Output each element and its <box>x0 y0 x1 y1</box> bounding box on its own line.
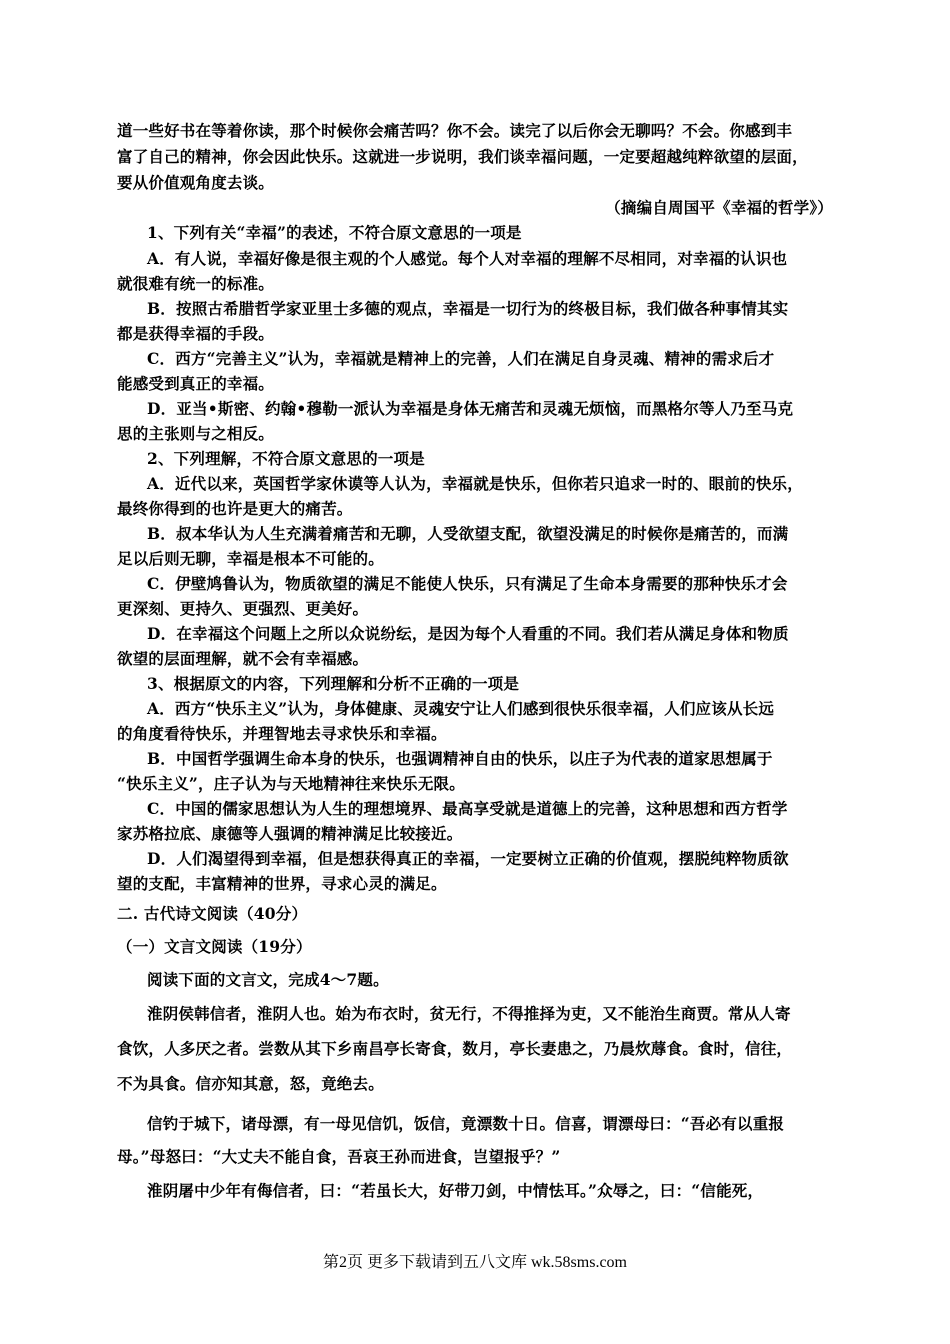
option-line: “快乐主义”，庄子认为与天地精神往来快乐无限。 <box>117 774 465 793</box>
option-line: D．在幸福这个问题上之所以众说纷纭，是因为每个人看重的不同。我们若从满足身体和物质 <box>147 624 789 643</box>
source-citation: （摘编自周国平《幸福的哲学》） <box>605 198 833 217</box>
option-line: A．有人说，幸福好像是很主观的个人感觉。每个人对幸福的理解不尽相同，对幸福的认识也 <box>147 249 788 268</box>
option-line: 欲望的层面理解，就不会有幸福感。 <box>117 649 369 668</box>
option-line: B．中国哲学强调生命本身的快乐，也强调精神自由的快乐，以庄子为代表的道家思想属于 <box>147 749 773 768</box>
instruction-line: 阅读下面的文言文，完成4～7题。 <box>147 970 389 989</box>
option-line: C．中国的儒家思想认为人生的理想境界、最高享受就是道德上的完善，这种思想和西方哲学 <box>147 799 788 818</box>
option-line: D．人们渴望得到幸福，但是想获得真正的幸福，一定要树立正确的价值观，摆脱纯粹物质欲 <box>147 849 789 868</box>
option-line: 能感受到真正的幸福。 <box>117 374 275 393</box>
passage-line: 要从价值观角度去谈。 <box>117 173 275 192</box>
classical-text-line: 淮阴屠中少年有侮信者，曰：“若虽长大，好带刀剑，中情怯耳。”众辱之，曰：“信能死， <box>147 1181 764 1200</box>
option-line: C．西方“完善主义”认为，幸福就是精神上的完善，人们在满足自身灵魂、精神的需求后才 <box>147 349 775 368</box>
option-line: 望的支配，丰富精神的世界，寻求心灵的满足。 <box>117 874 447 893</box>
subsection-heading: （一）文言文阅读（19分） <box>117 937 312 956</box>
option-line: C．伊壁鸠鲁认为，物质欲望的满足不能使人快乐，只有满足了生命本身需要的那种快乐才会 <box>147 574 788 593</box>
page-footer: 第2页 更多下载请到五八文库 wk.58sms.com <box>322 1254 627 1271</box>
option-line: 思的主张则与之相反。 <box>117 424 275 443</box>
option-line: 就很难有统一的标准。 <box>117 274 275 293</box>
classical-text-line: 不为具食。信亦知其意，怒，竟绝去。 <box>117 1074 384 1093</box>
question-stem: 2、下列理解，不符合原文意思的一项是 <box>147 449 425 468</box>
option-line: B．叔本华认为人生充满着痛苦和无聊，人受欲望支配，欲望没满足的时候你是痛苦的，而满 <box>147 524 789 543</box>
classical-text-line: 淮阴侯韩信者，淮阴人也。始为布衣时，贫无行，不得推择为吏，又不能治生商贾。常从人寄 <box>147 1004 791 1023</box>
option-line: 最终你得到的也许是更大的痛苦。 <box>117 499 353 518</box>
option-line: 家苏格拉底、康德等人强调的精神满足比较接近。 <box>117 824 463 843</box>
question-stem: 1、下列有关“幸福”的表述，不符合原文意思的一项是 <box>147 223 522 242</box>
option-line: 足以后则无聊，幸福是根本不可能的。 <box>117 549 384 568</box>
question-stem: 3、根据原文的内容，下列理解和分析不正确的一项是 <box>147 674 520 693</box>
section-heading: 二. 古代诗文阅读（40分） <box>117 904 308 923</box>
option-line: D．亚当•斯密、约翰•穆勒一派认为幸福是身体无痛苦和灵魂无烦恼，而黑格尔等人乃至马克 <box>147 399 794 418</box>
passage-line: 道一些好书在等着你读，那个时候你会痛苦吗？你不会。读完了以后你会无聊吗？不会。你感到丰 <box>117 121 793 140</box>
option-line: A．西方“快乐主义”认为，身体健康、灵魂安宁让人们感到很快乐很幸福，人们应该从长远 <box>147 699 775 718</box>
option-line: B．按照古希腊哲学家亚里士多德的观点，幸福是一切行为的终极目标，我们做各种事情其实 <box>147 299 789 318</box>
passage-line: 富了自己的精神，你会因此快乐。这就进一步说明，我们谈幸福问题，一定要超越纯粹欲望的层面， <box>117 147 808 166</box>
option-line: 的角度看待快乐，并理智地去寻求快乐和幸福。 <box>117 724 447 743</box>
option-line: 更深刻、更持久、更强烈、更美好。 <box>117 599 369 618</box>
option-line: 都是获得幸福的手段。 <box>117 324 275 343</box>
classical-text-line: 食饮，人多厌之者。尝数从其下乡南昌亭长寄食，数月，亭长妻患之，乃晨炊蓐食。食时，信往， <box>117 1039 793 1058</box>
option-line: A．近代以来，英国哲学家休谟等人认为，幸福就是快乐，但你若只追求一时的、眼前的快乐， <box>147 474 803 493</box>
classical-text-line: 信钓于城下，诸母漂，有一母见信饥，饭信，竟漂数十日。信喜，谓漂母曰：“吾必有以重报 <box>147 1114 785 1133</box>
classical-text-line: 母。”母怒曰：“大丈夫不能自食，吾哀王孙而进食，岂望报乎？” <box>117 1147 561 1166</box>
